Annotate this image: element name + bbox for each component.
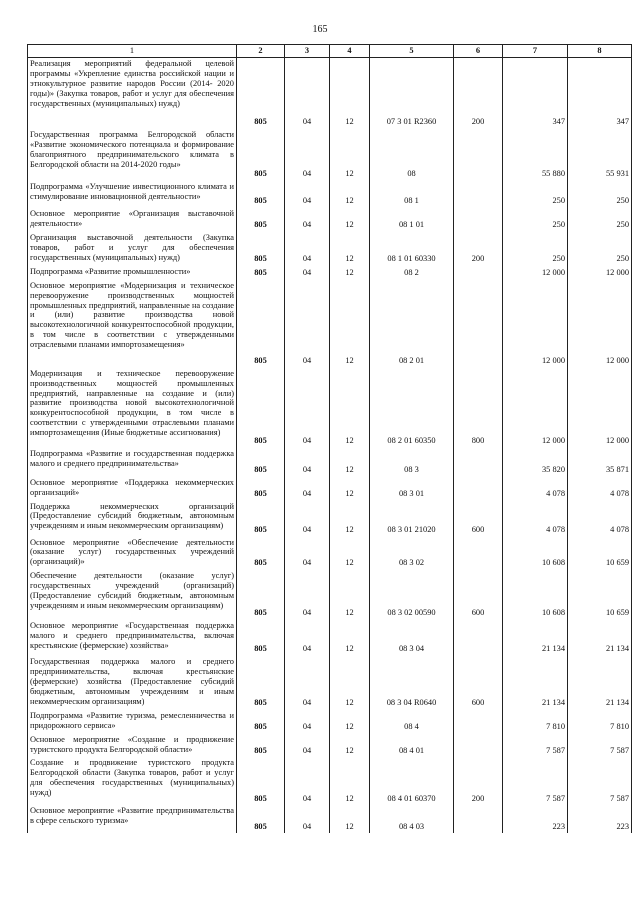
row-section: 04	[285, 181, 330, 208]
row-subsection: 12	[330, 279, 370, 367]
table-row	[28, 733, 632, 757]
row-amount-1: 7 587	[503, 733, 568, 757]
row-expense-type: 200	[454, 58, 503, 129]
row-expense-type	[454, 620, 503, 656]
row-amount-2: 250	[568, 208, 632, 232]
row-target-item: 08 4 03	[370, 805, 454, 833]
row-name: Подпрограмма «Улучшение инвестиционного климата и стимулирование инновационной деятельности»	[28, 181, 237, 208]
row-target-item: 08 1 01 60330	[370, 231, 454, 265]
row-amount-2: 4 078	[568, 476, 632, 500]
row-target-item: 08 3 01	[370, 476, 454, 500]
row-name: Организация выставочной деятельности (Закупка товаров, работ и услуг для обеспечения государственных (муниципальных) нужд)	[28, 231, 237, 265]
table-row	[28, 181, 632, 208]
row-subsection: 12	[330, 447, 370, 476]
table-row	[28, 709, 632, 733]
table-row	[28, 656, 632, 710]
row-expense-type: 200	[454, 231, 503, 265]
column-header: 4	[330, 45, 370, 58]
row-section: 04	[285, 231, 330, 265]
row-expense-type	[454, 208, 503, 232]
row-subsection: 12	[330, 181, 370, 208]
row-subsection: 12	[330, 733, 370, 757]
table-row	[28, 476, 632, 500]
row-expense-type	[454, 733, 503, 757]
row-section: 04	[285, 58, 330, 129]
row-amount-2: 250	[568, 181, 632, 208]
row-amount-2: 250	[568, 231, 632, 265]
row-section: 04	[285, 279, 330, 367]
row-amount-2: 347	[568, 58, 632, 129]
row-name: Основное мероприятие «Поддержка некоммерческих организаций»	[28, 476, 237, 500]
row-target-item: 08 3 02	[370, 536, 454, 570]
row-name: Основное мероприятие «Обеспечение деятельности (оказание услуг) государственных учреждений (организаций)»	[28, 536, 237, 570]
row-amount-2: 21 134	[568, 656, 632, 710]
row-subsection: 12	[330, 476, 370, 500]
row-target-item: 08 2	[370, 265, 454, 279]
row-subsection: 12	[330, 536, 370, 570]
row-subsection: 12	[330, 656, 370, 710]
row-target-item: 08 1	[370, 181, 454, 208]
row-expense-type	[454, 181, 503, 208]
row-name: Государственная поддержка малого и среднего предпринимательства, включая крестьянские (фермерские) хозяйства (Предоставление субсидий бюджетным, автономным учреждениям и иным некоммерческим организациям)	[28, 656, 237, 710]
row-section: 04	[285, 805, 330, 833]
row-amount-1: 55 880	[503, 129, 568, 181]
row-grbs: 805	[237, 181, 285, 208]
table-row	[28, 620, 632, 656]
row-grbs: 805	[237, 709, 285, 733]
table-row	[28, 367, 632, 447]
table-row	[28, 570, 632, 620]
row-amount-2: 35 871	[568, 447, 632, 476]
row-expense-type: 600	[454, 570, 503, 620]
row-target-item: 08 2 01 60350	[370, 367, 454, 447]
row-section: 04	[285, 570, 330, 620]
row-name: Основное мероприятие «Развитие предпринимательства в сфере сельского туризма»	[28, 805, 237, 833]
row-amount-1: 12 000	[503, 279, 568, 367]
row-expense-type	[454, 536, 503, 570]
row-subsection: 12	[330, 500, 370, 536]
row-target-item: 08 3 02 00590	[370, 570, 454, 620]
row-grbs: 805	[237, 570, 285, 620]
row-target-item: 08 3 04 R0640	[370, 656, 454, 710]
row-amount-2: 223	[568, 805, 632, 833]
row-grbs: 805	[237, 620, 285, 656]
row-section: 04	[285, 447, 330, 476]
column-header: 2	[237, 45, 285, 58]
row-amount-1: 12 000	[503, 265, 568, 279]
row-grbs: 805	[237, 733, 285, 757]
row-section: 04	[285, 265, 330, 279]
row-name: Государственная программа Белгородской области «Развитие экономического потенциала и формирование благоприятного предпринимательского климата в Белгородской области на 2014-2020 годы»	[28, 129, 237, 181]
row-amount-1: 4 078	[503, 500, 568, 536]
row-amount-1: 7 587	[503, 757, 568, 805]
row-expense-type: 800	[454, 367, 503, 447]
row-name: Подпрограмма «Развитие промышленности»	[28, 265, 237, 279]
column-number-row	[28, 45, 632, 58]
row-amount-1: 347	[503, 58, 568, 129]
table-row	[28, 447, 632, 476]
row-target-item: 08 4 01 60370	[370, 757, 454, 805]
row-amount-1: 10 608	[503, 536, 568, 570]
row-name: Поддержка некоммерческих организаций (Предоставление субсидий бюджетным, автономным учреждениям и иным некоммерческим организациям)	[28, 500, 237, 536]
row-grbs: 805	[237, 447, 285, 476]
row-grbs: 805	[237, 208, 285, 232]
row-name: Обеспечение деятельности (оказание услуг) государственных учреждений (организаций) (Предоставление субсидий бюджетным, автономным учреждениям и иным некоммерческим организациям)	[28, 570, 237, 620]
row-amount-2: 7 587	[568, 733, 632, 757]
row-subsection: 12	[330, 129, 370, 181]
row-target-item: 08 1 01	[370, 208, 454, 232]
row-grbs: 805	[237, 757, 285, 805]
row-amount-2: 12 000	[568, 279, 632, 367]
row-target-item: 08 3 01 21020	[370, 500, 454, 536]
column-header: 8	[568, 45, 632, 58]
row-amount-2: 10 659	[568, 570, 632, 620]
row-grbs: 805	[237, 129, 285, 181]
row-name: Подпрограмма «Развитие и государственная поддержка малого и среднего предпринимательства»	[28, 447, 237, 476]
row-grbs: 805	[237, 58, 285, 129]
table-row	[28, 58, 632, 129]
row-section: 04	[285, 500, 330, 536]
row-section: 04	[285, 476, 330, 500]
row-amount-2: 12 000	[568, 367, 632, 447]
row-subsection: 12	[330, 570, 370, 620]
row-target-item: 08 4 01	[370, 733, 454, 757]
row-subsection: 12	[330, 231, 370, 265]
row-amount-2: 21 134	[568, 620, 632, 656]
row-subsection: 12	[330, 208, 370, 232]
row-section: 04	[285, 367, 330, 447]
row-section: 04	[285, 709, 330, 733]
row-expense-type	[454, 129, 503, 181]
row-section: 04	[285, 129, 330, 181]
row-expense-type	[454, 805, 503, 833]
row-expense-type: 600	[454, 656, 503, 710]
row-section: 04	[285, 656, 330, 710]
row-target-item: 08 3	[370, 447, 454, 476]
table-row	[28, 208, 632, 232]
row-amount-1: 21 134	[503, 656, 568, 710]
row-section: 04	[285, 620, 330, 656]
row-amount-1: 223	[503, 805, 568, 833]
row-target-item: 08 4	[370, 709, 454, 733]
row-name: Основное мероприятие «Модернизация и техническое перевооружение производственных мощностей промышленных предприятий, направленные на создание и (или) развитие производства новой высокотехнологичной конкурентоспособной продукции, в том числе в соответствии с утвержденными отраслевыми планами импортозамещения»	[28, 279, 237, 367]
page-number: 165	[312, 24, 328, 35]
column-header: 7	[503, 45, 568, 58]
row-subsection: 12	[330, 709, 370, 733]
row-subsection: 12	[330, 58, 370, 129]
row-expense-type: 600	[454, 500, 503, 536]
row-target-item: 08 3 04	[370, 620, 454, 656]
row-expense-type	[454, 476, 503, 500]
row-amount-2: 12 000	[568, 265, 632, 279]
row-name: Основное мероприятие «Организация выставочной деятельности»	[28, 208, 237, 232]
row-section: 04	[285, 536, 330, 570]
column-header: 6	[454, 45, 503, 58]
row-target-item: 07 3 01 R2360	[370, 58, 454, 129]
table-row	[28, 231, 632, 265]
row-amount-1: 35 820	[503, 447, 568, 476]
column-header: 5	[370, 45, 454, 58]
row-name: Модернизация и техническое перевооружение производственных мощностей промышленных предприятий, направленные на создание и (или) развитие производства новой высокотехнологичной конкурентоспособной продукции, в том числе в соответствии с утвержденными отраслевыми планами импортозамещения (Иные бюджетные ассигнования)	[28, 367, 237, 447]
row-section: 04	[285, 757, 330, 805]
row-amount-1: 21 134	[503, 620, 568, 656]
row-grbs: 805	[237, 279, 285, 367]
row-expense-type	[454, 447, 503, 476]
row-grbs: 805	[237, 265, 285, 279]
row-amount-1: 250	[503, 231, 568, 265]
row-grbs: 805	[237, 805, 285, 833]
row-section: 04	[285, 733, 330, 757]
row-amount-1: 10 608	[503, 570, 568, 620]
row-grbs: 805	[237, 231, 285, 265]
row-expense-type	[454, 265, 503, 279]
row-amount-1: 4 078	[503, 476, 568, 500]
table-row	[28, 129, 632, 181]
row-subsection: 12	[330, 805, 370, 833]
row-grbs: 805	[237, 536, 285, 570]
row-expense-type	[454, 709, 503, 733]
row-name: Подпрограмма «Развитие туризма, ремесленничества и придорожного сервиса»	[28, 709, 237, 733]
row-amount-1: 12 000	[503, 367, 568, 447]
row-target-item: 08 2 01	[370, 279, 454, 367]
row-name: Основное мероприятие «Государственная поддержка малого и среднего предпринимательства, включая крестьянские (фермерские) хозяйства»	[28, 620, 237, 656]
row-subsection: 12	[330, 367, 370, 447]
table-row	[28, 279, 632, 367]
row-amount-1: 250	[503, 208, 568, 232]
row-grbs: 805	[237, 476, 285, 500]
column-header: 3	[285, 45, 330, 58]
row-amount-1: 7 810	[503, 709, 568, 733]
row-grbs: 805	[237, 367, 285, 447]
row-subsection: 12	[330, 757, 370, 805]
row-target-item: 08	[370, 129, 454, 181]
row-name: Реализация мероприятий федеральной целевой программы «Укрепление единства российской нации и этнокультурное развитие народов России (2014- 2020 годы)» (Закупка товаров, работ и услуг для обеспечения государственных (муниципальных) нужд)	[28, 58, 237, 129]
table-row	[28, 265, 632, 279]
row-amount-2: 10 659	[568, 536, 632, 570]
row-amount-2: 7 587	[568, 757, 632, 805]
row-section: 04	[285, 208, 330, 232]
table-row	[28, 757, 632, 805]
row-amount-2: 55 931	[568, 129, 632, 181]
row-subsection: 12	[330, 265, 370, 279]
row-name: Создание и продвижение туристского продукта Белгородской области (Закупка товаров, работ и услуг для обеспечения государственных (муниципальных) нужд)	[28, 757, 237, 805]
row-expense-type: 200	[454, 757, 503, 805]
row-amount-2: 7 810	[568, 709, 632, 733]
row-amount-1: 250	[503, 181, 568, 208]
budget-table	[27, 44, 632, 833]
row-grbs: 805	[237, 656, 285, 710]
column-header: 1	[28, 45, 237, 58]
row-expense-type	[454, 279, 503, 367]
table-row	[28, 500, 632, 536]
row-amount-2: 4 078	[568, 500, 632, 536]
table-row	[28, 536, 632, 570]
table-row	[28, 805, 632, 833]
row-name: Основное мероприятие «Создание и продвижение туристского продукта Белгородской области»	[28, 733, 237, 757]
row-grbs: 805	[237, 500, 285, 536]
row-subsection: 12	[330, 620, 370, 656]
